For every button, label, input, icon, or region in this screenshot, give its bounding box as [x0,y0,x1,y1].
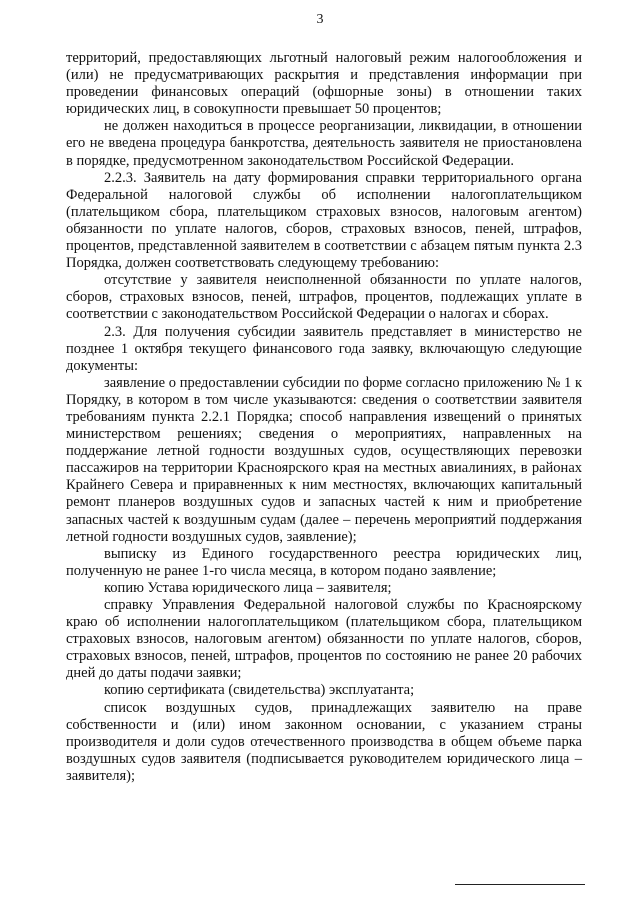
paragraph-no-tax-debt: отсутствие у заявителя неисполненной обязанности по уплате налогов, сборов, страховых взносов, пеней, штрафов, процентов, подлежащих уплате в соответствии с законодательством Российской Федерации о налогах и сборах. [66,272,582,323]
paragraph-2-2-3: 2.2.3. Заявитель на дату формирования справки территориального органа Федеральной налоговой службы об исполнении налогоплательщиком (плательщиком сбора, плательщиком страховых взносов, налоговым агентом) обязанности по уплате налогов, сборов, страховых взносов, пеней, штрафов, процентов, представленной заявителем в соответствии с абзацем пятым пункта 2.3 Порядка, должен соответствовать следующему требованию: [66,169,582,272]
footer-rule [455,884,585,885]
paragraph-offshore-continuation: территорий, предоставляющих льготный налоговый режим налогообложения и (или) не предусматривающих раскрытия и представления информации при проведении финансовых операций (офшорные зоны) в отношении таких юридических лиц, в совокупности превышает 50 процентов; [66,50,582,118]
paragraph-egrul-extract: выписку из Единого государственного реестра юридических лиц, полученную не ранее 1-го числа месяца, в котором подано заявление; [66,545,582,579]
paragraph-aircraft-list: список воздушных судов, принадлежащих заявителю на праве собственности и (или) ином законном основании, с указанием страны производителя и доли судов отечественного производства в общем объеме парка воздушных судов заявителя (подписывается руководителем юридического лица – заявителя); [66,699,582,784]
document-body [66,50,582,785]
page-number: 3 [316,12,324,27]
paragraph-charter-copy: копию Устава юридического лица – заявителя; [104,579,392,596]
paragraph-application: заявление о предоставлении субсидии по форме согласно приложению № 1 к Порядку, в котором в том числе указываются: сведения о соответствии заявителя требованиям пункта 2.2.1 Порядка; способ направления извещений о принятых министерством решениях; сведения о мероприятиях, направленных на поддержание летной годности воздушных судов, осуществляющих перевозки пассажиров на территории Красноярского края на местных авиалиниях, в районах Крайнего Севера и приравненных к ним местностях, включающих капитальный ремонт планеров воздушных судов и запасных частей к ним и приобретение запасных частей к воздушным судам (далее – перечень мероприятий поддержания летной годности воздушных судов, заявление); [66,374,582,545]
paragraph-tax-certificate: справку Управления Федеральной налоговой службы по Красноярскому краю об исполнении налогоплательщиком (плательщиком сбора, плательщиком страховых взносов, налоговым агентом) обязанности по уплате налогов, сборов, страховых взносов, пеней, штрафов, процентов по состоянию не ранее 20 рабочих дней до даты подачи заявки; [66,597,582,682]
paragraph-operator-certificate: копию сертификата (свидетельства) эксплуатанта; [104,682,415,699]
paragraph-no-reorganization: не должен находиться в процессе реорганизации, ликвидации, в отношении его не введена процедура банкротства, деятельность заявителя не приостановлена в порядке, предусмотренном законодательством Российской Федерации. [66,118,582,169]
paragraph-2-3: 2.3. Для получения субсидии заявитель представляет в министерство не позднее 1 октября текущего финансового года заявку, включающую следующие документы: [66,323,582,374]
